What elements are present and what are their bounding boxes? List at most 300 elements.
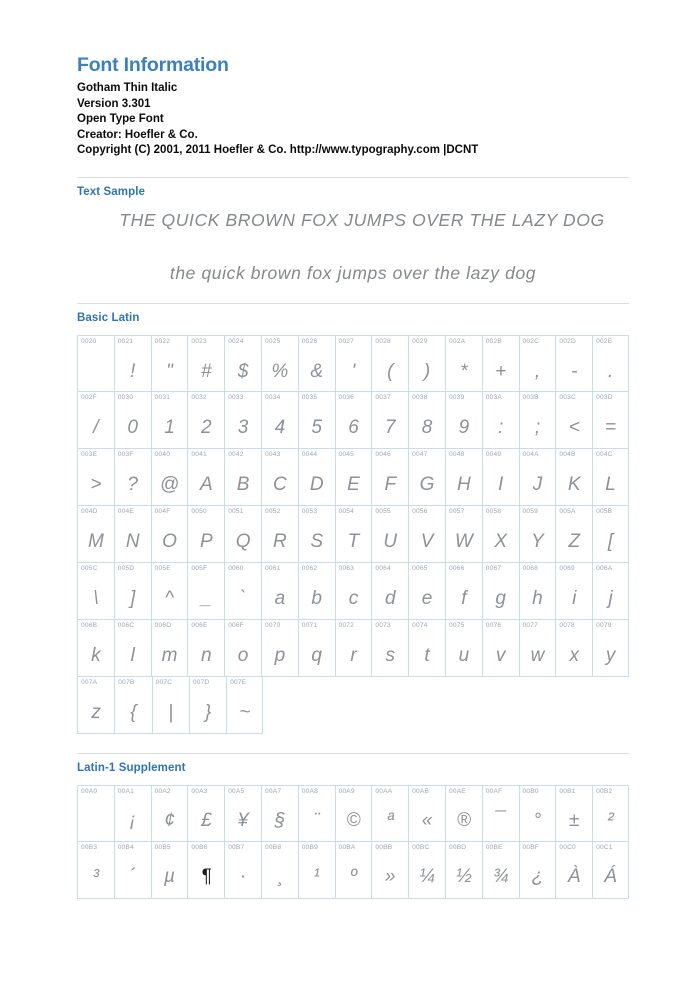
glyph-character: 4 [274, 416, 286, 438]
glyph-code-label: 002A [448, 338, 466, 346]
glyph-code-label: 0027 [338, 338, 355, 346]
glyph-code-label: 0059 [522, 508, 539, 516]
glyph-cell[interactable] [519, 842, 556, 899]
glyph-cell[interactable] [408, 785, 445, 842]
glyph-cell[interactable] [482, 620, 519, 677]
glyph-character: ¡ [129, 810, 136, 832]
glyph-character: ( [387, 360, 394, 382]
glyph-code-label: 005A [559, 508, 576, 516]
glyph-code-label: 006E [191, 622, 208, 630]
glyph-character: B [236, 473, 250, 495]
glyph-cell[interactable] [408, 563, 445, 620]
glyph-cell[interactable] [555, 620, 592, 677]
glyph-cell[interactable] [114, 842, 151, 899]
glyph-cell[interactable] [408, 842, 445, 899]
glyph-cell[interactable] [482, 842, 519, 899]
glyph-code-label: 0050 [191, 508, 207, 516]
glyph-character: b [311, 587, 322, 609]
glyph-cell[interactable] [298, 335, 335, 392]
glyph-code-label: 0058 [485, 508, 502, 516]
glyph-character: $ [237, 360, 249, 382]
glyph-character: Q [235, 530, 251, 552]
glyph-cell[interactable] [371, 335, 408, 392]
glyph-cell[interactable] [592, 335, 629, 392]
glyph-cell[interactable] [298, 449, 335, 506]
glyph-cell[interactable] [408, 449, 445, 506]
glyph-character: p [274, 644, 286, 666]
glyph-cell[interactable] [187, 620, 224, 677]
glyph-character: i [572, 587, 577, 609]
glyph-character: n [201, 644, 212, 666]
glyph-grid-row [77, 563, 629, 620]
glyph-character: ¯ [495, 810, 506, 832]
glyph-code-label: 006A [596, 565, 613, 573]
glyph-code-label: 0032 [191, 394, 207, 402]
glyph-grid-row [77, 842, 629, 899]
glyph-code-label: 0049 [485, 451, 502, 459]
font-info-header [77, 55, 629, 158]
glyph-cell[interactable] [77, 392, 114, 449]
glyph-character: ° [533, 810, 542, 832]
glyph-grid-row [77, 785, 629, 842]
glyph-grid-row [77, 506, 629, 563]
glyph-character: ¿ [531, 866, 544, 888]
glyph-code-label: 004A [522, 451, 539, 459]
glyph-code-label: 00AA [375, 787, 393, 795]
glyph-cell[interactable] [408, 506, 445, 563]
glyph-cell[interactable] [555, 335, 592, 392]
glyph-character: ¹ [313, 866, 320, 888]
glyph-code-label: 00BA [338, 843, 356, 851]
glyph-character: V [420, 530, 434, 552]
glyph-code-label: 003B [522, 394, 539, 402]
font-name-line: Gotham Thin Italic [77, 82, 178, 95]
glyph-code-label: 0040 [154, 451, 171, 459]
glyph-character: ! [130, 360, 136, 382]
section-basic-latin [77, 303, 629, 734]
glyph-cell[interactable] [371, 842, 408, 899]
glyph-code-label: 0042 [228, 451, 244, 459]
glyph-cell[interactable] [261, 449, 298, 506]
glyph-code-label: 0024 [228, 338, 244, 346]
glyph-character: ¶ [201, 866, 212, 888]
glyph-code-label: 002E [596, 338, 613, 346]
glyph-code-label: 00A7 [264, 787, 282, 795]
glyph-cell[interactable] [335, 620, 372, 677]
glyph-cell[interactable] [261, 563, 298, 620]
glyph-cell[interactable] [592, 620, 629, 677]
glyph-character: z [91, 701, 101, 723]
glyph-code-label: 0064 [375, 565, 391, 573]
glyph-character: T [347, 530, 360, 552]
glyph-character: 3 [237, 416, 249, 438]
glyph-cell[interactable] [298, 842, 335, 899]
glyph-cell[interactable] [445, 506, 482, 563]
glyph-cell[interactable] [224, 449, 261, 506]
glyph-cell[interactable] [77, 449, 114, 506]
glyph-cell[interactable] [189, 677, 226, 734]
glyph-code-label: 00B5 [154, 843, 171, 851]
glyph-cell[interactable] [592, 392, 629, 449]
glyph-code-label: 00A5 [228, 787, 245, 795]
glyph-cell[interactable] [371, 506, 408, 563]
glyph-cell[interactable] [335, 335, 372, 392]
glyph-code-label: 0052 [264, 508, 281, 516]
glyph-character: C [273, 473, 287, 495]
glyph-character: = [605, 416, 617, 438]
glyph-cell[interactable] [224, 506, 261, 563]
font-version-line: Version 3.301 [77, 97, 151, 110]
glyph-cell[interactable] [224, 842, 261, 899]
glyph-cell[interactable] [261, 506, 298, 563]
glyph-cell[interactable] [298, 392, 335, 449]
glyph-code-label: 0035 [301, 394, 318, 402]
glyph-character: S [310, 530, 324, 552]
glyph-code-label: 00A1 [117, 787, 134, 795]
glyph-cell[interactable] [114, 785, 151, 842]
glyph-cell[interactable] [335, 842, 372, 899]
glyph-cell[interactable] [224, 620, 261, 677]
glyph-cell[interactable] [371, 392, 408, 449]
glyph-cell[interactable] [151, 335, 188, 392]
glyph-cell[interactable] [298, 785, 335, 842]
section-text-sample [77, 177, 629, 284]
glyph-code-label: 0060 [228, 565, 244, 573]
glyph-code-label: 002C [522, 338, 540, 346]
glyph-cell[interactable] [298, 563, 335, 620]
glyph-character: L [605, 473, 616, 495]
glyph-code-label: 0037 [375, 394, 391, 402]
glyph-character: : [498, 416, 504, 438]
glyph-code-label: 0022 [154, 338, 171, 346]
glyph-code-label: 0066 [448, 565, 465, 573]
glyph-character: x [569, 644, 579, 666]
glyph-cell[interactable] [187, 335, 224, 392]
glyph-code-label: 006F [228, 622, 245, 630]
glyph-code-label: 002D [559, 338, 576, 346]
glyph-cell[interactable] [592, 842, 629, 899]
glyph-cell[interactable] [482, 335, 519, 392]
glyph-cell[interactable] [298, 620, 335, 677]
glyph-character: o [237, 644, 249, 666]
glyph-cell[interactable] [77, 620, 114, 677]
glyph-character: - [571, 360, 578, 382]
glyph-character: \ [93, 587, 99, 609]
glyph-cell[interactable] [445, 620, 482, 677]
glyph-character: g [495, 587, 506, 609]
glyph-code-label: 004F [154, 508, 171, 516]
glyph-code-label: 0075 [448, 622, 465, 630]
glyph-code-label: 003A [485, 394, 502, 402]
glyph-code-label: 0036 [338, 394, 355, 402]
glyph-code-label: 0048 [448, 451, 465, 459]
glyph-character: c [348, 587, 359, 609]
glyph-character: 8 [421, 416, 433, 438]
glyph-character: a [274, 587, 286, 609]
glyph-cell[interactable] [187, 392, 224, 449]
section-title-basic-latin: Basic Latin [77, 312, 140, 325]
glyph-character: 1 [164, 416, 175, 438]
glyph-cell[interactable] [482, 785, 519, 842]
glyph-cell[interactable] [335, 785, 372, 842]
glyph-character: § [274, 810, 286, 832]
glyph-code-label: 0076 [485, 622, 502, 630]
glyph-cell[interactable] [114, 563, 151, 620]
glyph-cell[interactable] [482, 563, 519, 620]
glyph-cell[interactable] [224, 563, 261, 620]
glyph-cell[interactable] [445, 449, 482, 506]
glyph-code-label: 0065 [412, 565, 428, 573]
glyph-cell[interactable] [519, 785, 556, 842]
glyph-cell[interactable] [261, 842, 298, 899]
glyph-cell[interactable] [555, 563, 592, 620]
glyph-character: ¾ [492, 866, 509, 888]
glyph-cell[interactable] [261, 392, 298, 449]
glyph-character: m [161, 644, 178, 666]
glyph-character: R [273, 530, 287, 552]
glyph-code-label: 0033 [228, 394, 244, 402]
glyph-character: { [130, 701, 137, 723]
glyph-character: e [421, 587, 433, 609]
glyph-character: » [384, 866, 396, 888]
glyph-code-label: 0074 [412, 622, 428, 630]
glyph-cell[interactable] [482, 506, 519, 563]
glyph-character: E [347, 473, 360, 495]
glyph-code-label: 0023 [191, 338, 207, 346]
glyph-cell[interactable] [335, 506, 372, 563]
glyph-character: # [201, 360, 212, 382]
glyph-cell[interactable] [77, 842, 114, 899]
glyph-cell[interactable] [298, 506, 335, 563]
glyph-character: I [498, 473, 504, 495]
glyph-code-label: 00B0 [522, 787, 539, 795]
glyph-character: y [605, 644, 616, 666]
glyph-code-label: 0030 [117, 394, 134, 402]
glyph-code-label: 00A9 [338, 787, 355, 795]
glyph-cell[interactable] [151, 785, 188, 842]
glyph-cell[interactable] [226, 677, 263, 734]
glyph-cell[interactable] [592, 785, 629, 842]
glyph-cell[interactable] [592, 449, 629, 506]
glyph-character: % [271, 360, 289, 382]
glyph-character: d [384, 587, 396, 609]
glyph-character: ¨ [313, 810, 320, 832]
glyph-cell[interactable] [77, 506, 114, 563]
glyph-cell[interactable] [445, 392, 482, 449]
sample-uppercase: THE QUICK BROWN FOX JUMPS OVER THE LAZY DOG [119, 210, 605, 231]
glyph-code-label: 002B [485, 338, 502, 346]
glyph-code-label: 0071 [301, 622, 318, 630]
glyph-cell[interactable] [224, 785, 261, 842]
glyph-cell[interactable] [335, 449, 372, 506]
glyph-cell[interactable] [555, 506, 592, 563]
glyph-code-label: 00B1 [559, 787, 576, 795]
glyph-cell[interactable] [519, 563, 556, 620]
glyph-cell[interactable] [519, 620, 556, 677]
font-creator-line: Creator: Hoefler & Co. [77, 128, 198, 141]
glyph-code-label: 0029 [412, 338, 428, 346]
glyph-character: j [608, 587, 613, 609]
glyph-cell[interactable] [77, 785, 114, 842]
glyph-code-label: 007B [118, 679, 135, 687]
glyph-grid-row [77, 392, 629, 449]
glyph-character: | [168, 701, 174, 723]
glyph-cell[interactable] [445, 785, 482, 842]
glyph-character: } [204, 701, 212, 723]
glyph-character: F [384, 473, 397, 495]
glyph-code-label: 00B9 [301, 843, 318, 851]
glyph-character: ½ [455, 866, 472, 888]
glyph-code-label: 0070 [264, 622, 281, 630]
glyph-code-label: 005D [117, 565, 135, 573]
glyph-cell[interactable] [152, 677, 189, 734]
glyph-code-label: 00B7 [228, 843, 245, 851]
glyph-code-label: 0077 [522, 622, 539, 630]
glyph-cell[interactable] [261, 620, 298, 677]
glyph-cell[interactable] [445, 335, 482, 392]
glyph-cell[interactable] [187, 449, 224, 506]
glyph-cell[interactable] [519, 392, 556, 449]
glyph-character: D [309, 473, 324, 495]
glyph-code-label: 007C [155, 679, 173, 687]
glyph-cell[interactable] [261, 785, 298, 842]
glyph-cell[interactable] [114, 335, 151, 392]
glyph-code-label: 004C [596, 451, 613, 459]
glyph-code-label: 0068 [522, 565, 539, 573]
glyph-cell[interactable] [261, 335, 298, 392]
glyph-character: J [532, 473, 543, 495]
glyph-cell[interactable] [151, 620, 188, 677]
glyph-character: ² [607, 810, 614, 832]
glyph-code-label: 0078 [559, 622, 575, 630]
glyph-cell[interactable] [151, 449, 188, 506]
glyph-code-label: 00AE [448, 787, 466, 795]
glyph-cell[interactable] [445, 563, 482, 620]
glyph-cell[interactable] [519, 449, 556, 506]
glyph-cell[interactable] [114, 449, 151, 506]
glyph-cell[interactable] [335, 392, 372, 449]
glyph-character [78, 803, 114, 839]
glyph-code-label: 00A0 [81, 787, 98, 795]
glyph-character: Z [568, 530, 581, 552]
glyph-character: G [419, 473, 435, 495]
glyph-cell[interactable] [519, 335, 556, 392]
glyph-grid-row [77, 677, 629, 734]
glyph-cell[interactable] [151, 506, 188, 563]
glyph-code-label: 00BB [375, 843, 393, 851]
glyph-code-label: 00C0 [559, 843, 576, 851]
glyph-cell[interactable] [77, 563, 114, 620]
glyph-grid-row [77, 620, 629, 677]
glyph-character: @ [159, 473, 180, 495]
glyph-character: ¢ [164, 810, 175, 832]
glyph-character: ~ [239, 701, 251, 723]
glyph-cell[interactable] [77, 335, 114, 392]
glyph-character: N [125, 530, 140, 552]
glyph-code-label: 003F [117, 451, 134, 459]
glyph-cell[interactable] [408, 620, 445, 677]
glyph-cell[interactable] [114, 677, 151, 734]
glyph-cell[interactable] [114, 392, 151, 449]
glyph-cell[interactable] [224, 335, 261, 392]
glyph-cell[interactable] [224, 392, 261, 449]
glyph-cell[interactable] [187, 563, 224, 620]
glyph-code-label: 00B2 [596, 787, 613, 795]
glyph-cell[interactable] [555, 449, 592, 506]
glyph-cell[interactable] [555, 842, 592, 899]
glyph-cell[interactable] [187, 842, 224, 899]
glyph-cell[interactable] [519, 506, 556, 563]
glyph-cell[interactable] [555, 785, 592, 842]
glyph-cell[interactable] [151, 563, 188, 620]
glyph-code-label: 00A3 [191, 787, 208, 795]
glyph-cell[interactable] [555, 392, 592, 449]
glyph-code-label: 0026 [301, 338, 318, 346]
glyph-code-label: 00A2 [154, 787, 171, 795]
glyph-character [78, 353, 114, 389]
glyph-cell[interactable] [77, 677, 114, 734]
glyph-character: © [346, 810, 361, 832]
glyph-cell[interactable] [592, 506, 629, 563]
glyph-character: * [460, 360, 468, 382]
glyph-character: P [199, 530, 213, 552]
glyph-cell[interactable] [482, 392, 519, 449]
section-divider [77, 177, 629, 178]
glyph-cell[interactable] [371, 785, 408, 842]
section-title-latin-1-supplement: Latin-1 Supplement [77, 762, 186, 775]
glyph-code-label: 0055 [375, 508, 391, 516]
glyph-cell[interactable] [187, 785, 224, 842]
glyph-character: O [162, 530, 177, 552]
glyph-code-label: 0041 [191, 451, 207, 459]
glyph-cell[interactable] [335, 563, 372, 620]
glyph-character: ¸ [276, 866, 284, 888]
glyph-code-label: 00BD [448, 843, 467, 851]
glyph-cell[interactable] [592, 563, 629, 620]
glyph-character: ª [386, 810, 394, 832]
glyph-character: < [568, 416, 580, 438]
glyph-cell[interactable] [408, 335, 445, 392]
glyph-character: Y [531, 530, 544, 552]
glyph-cell[interactable] [114, 506, 151, 563]
glyph-cell[interactable] [371, 620, 408, 677]
glyph-cell[interactable] [371, 449, 408, 506]
glyph-cell[interactable] [187, 506, 224, 563]
glyph-cell[interactable] [445, 842, 482, 899]
glyph-code-label: 0039 [448, 394, 465, 402]
glyph-character: _ [201, 587, 212, 609]
glyph-cell[interactable] [371, 563, 408, 620]
glyph-code-label: 006D [154, 622, 172, 630]
glyph-code-label: 0047 [412, 451, 428, 459]
glyph-character: 7 [384, 416, 396, 438]
glyph-cell[interactable] [114, 620, 151, 677]
glyph-character: w [530, 644, 545, 666]
glyph-code-label: 005B [596, 508, 613, 516]
sample-lowercase: the quick brown fox jumps over the lazy dog [169, 263, 537, 284]
text-sample-block [77, 210, 629, 284]
glyph-code-label: 0043 [264, 451, 281, 459]
glyph-code-label: 0038 [412, 394, 428, 402]
glyph-character: u [458, 644, 470, 666]
glyph-code-label: 0051 [228, 508, 244, 516]
glyph-cell[interactable] [482, 449, 519, 506]
glyph-code-label: 0069 [559, 565, 575, 573]
glyph-cell[interactable] [151, 842, 188, 899]
glyph-cell[interactable] [408, 392, 445, 449]
glyph-character: 5 [311, 416, 322, 438]
glyph-cell[interactable] [151, 392, 188, 449]
